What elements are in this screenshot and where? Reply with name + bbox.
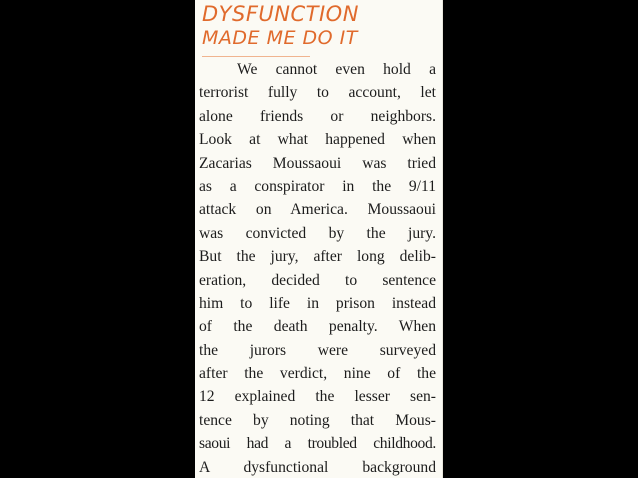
column-edge: [442, 0, 443, 478]
body-line: was convicted by the jury.: [199, 224, 436, 242]
body-line: alone friends or neighbors.: [199, 107, 436, 125]
body-line: the jurors were surveyed: [199, 341, 436, 359]
body-line: as a conspirator in the 9/11: [199, 177, 436, 195]
body-line: A dysfunctional background: [199, 458, 436, 476]
body-line: after the verdict, nine of the: [199, 365, 436, 383]
body-line: of the death penalty. When: [199, 318, 436, 336]
body-line: We cannot even hold a: [237, 61, 436, 78]
heading-line-2: MADE ME DO IT: [202, 27, 358, 49]
body-line: terrorist fully to account, let: [199, 84, 436, 102]
article-body: [199, 58, 436, 478]
body-line: 12 explained the lesser sen-: [199, 388, 436, 406]
body-line: eration, decided to sentence: [199, 271, 436, 289]
heading-underline: [202, 56, 310, 57]
body-line: But the jury, after long delib-: [199, 248, 436, 266]
body-line: attack on America. Moussaoui: [199, 201, 436, 219]
body-line: tence by noting that Mous-: [199, 411, 436, 429]
body-line: saoui had a troubled childhood.: [199, 435, 436, 453]
heading-line-1: DYSFUNCTION: [202, 2, 359, 26]
body-line: him to life in prison instead: [199, 294, 436, 312]
article-column: [195, 0, 443, 478]
body-line: Zacarias Moussaoui was tried: [199, 154, 436, 172]
body-line: Look at what happened when: [199, 131, 436, 149]
article-heading: [202, 4, 438, 51]
